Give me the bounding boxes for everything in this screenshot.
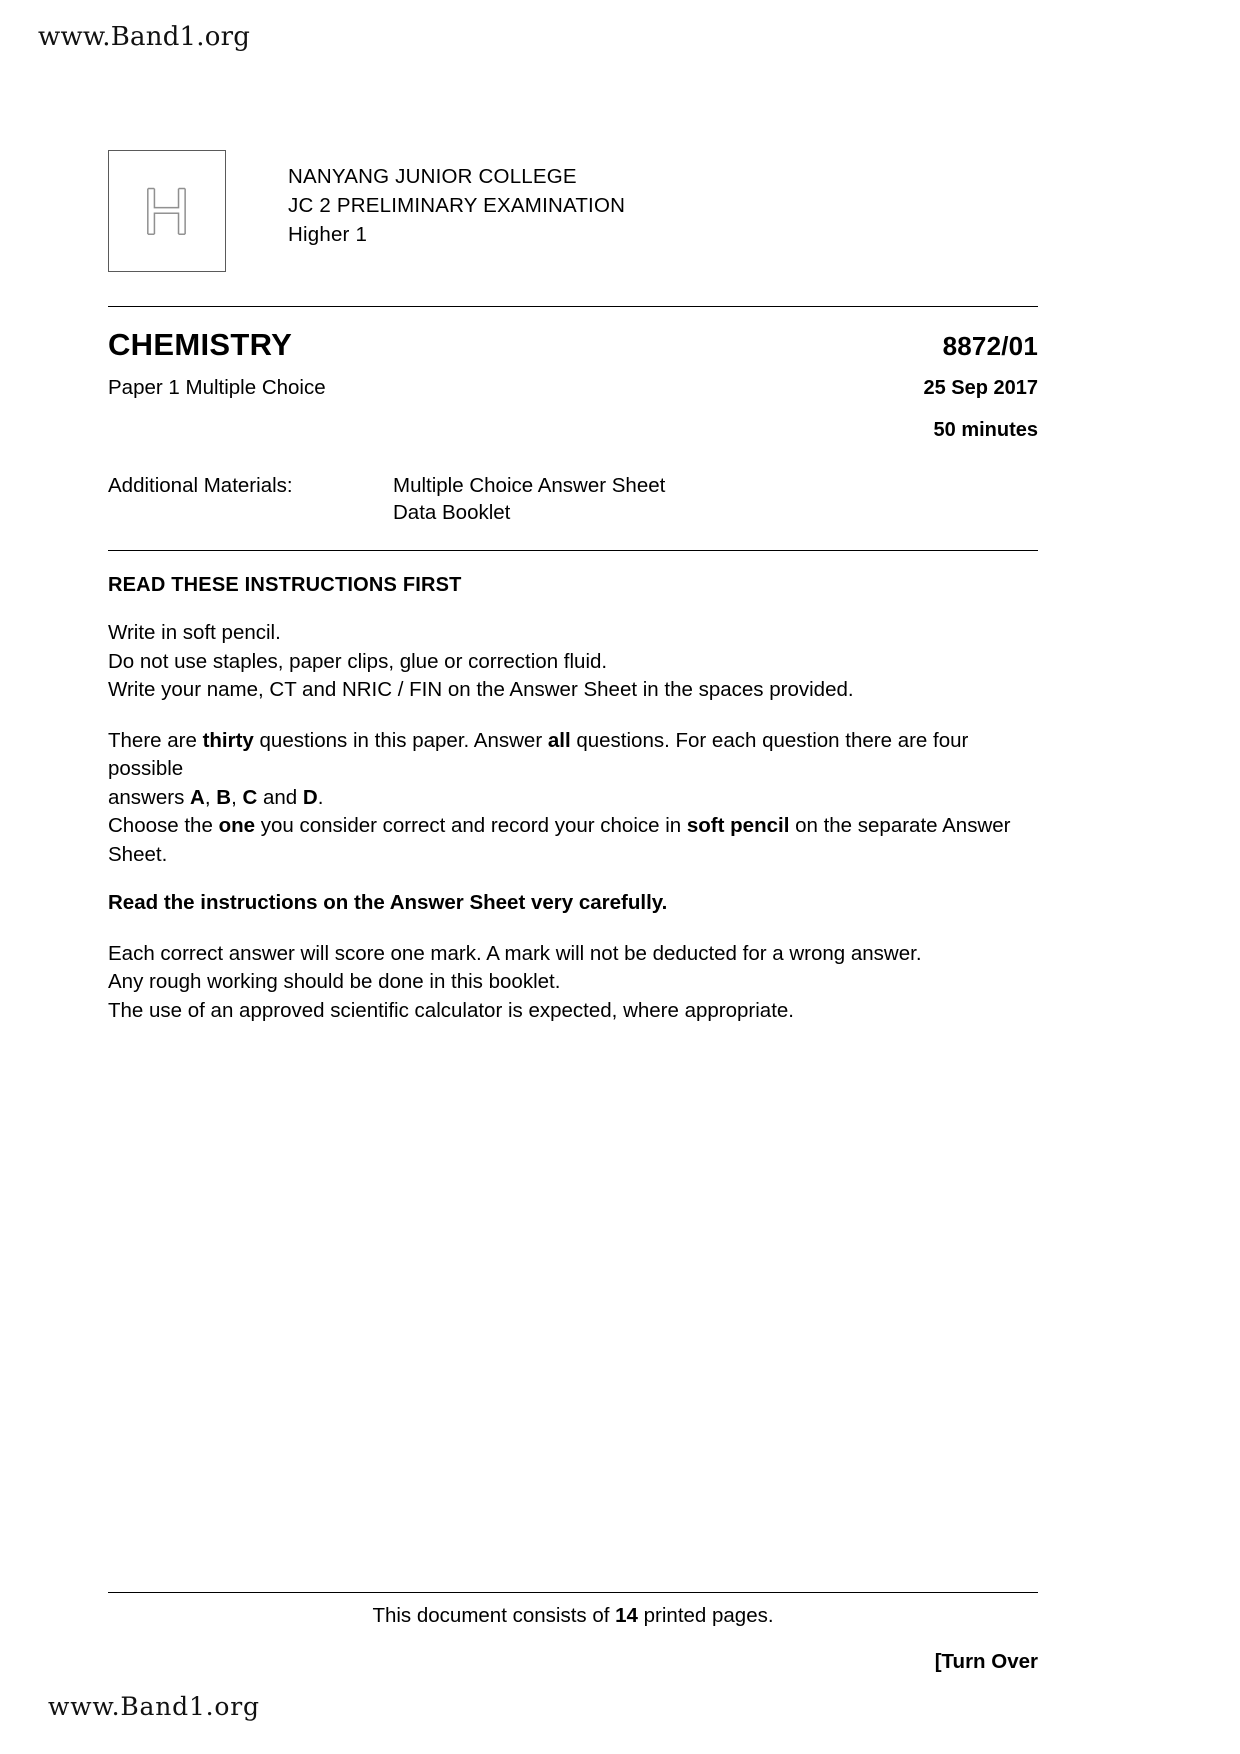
text-fragment: , [231,785,243,809]
exam-level: Higher 1 [288,223,368,246]
instruction-line: Do not use staples, paper clips, glue or correction fluid. [108,649,608,673]
material-item: Data Booklet [393,501,511,524]
instruction-line [108,727,1038,784]
divider-footer [108,1592,1038,1593]
instruction-line: Write your name, CT and NRIC / FIN on the Answer Sheet in the spaces provided. [108,678,854,701]
text-fragment: questions. For each question there are four possible [108,728,969,780]
text-bold: all [547,728,571,752]
instruction-line: The use of an approved scientific calculator is expected, where appropriate. [108,998,794,1022]
text-fragment: There are [108,728,203,752]
instructions-block-4 [108,940,1038,1026]
text-fragment: This document consists of [372,1604,616,1627]
option-d: D [302,785,318,809]
instructions-block-3 [108,889,1038,918]
text-fragment: . [317,785,324,809]
paper-code: 8872/01 [942,331,1038,361]
turn-over-note: [Turn Over [934,1650,1038,1673]
text-fragment: printed pages. [637,1604,774,1627]
text-fragment: you consider correct and record your choice in [255,814,687,837]
page-title: CHEMISTRY [108,327,293,362]
school-name: NANYANG JUNIOR COLLEGE [288,165,577,188]
materials-list [393,472,665,526]
instructions-block-2 [108,727,1038,870]
divider-top [108,306,1038,307]
additional-materials [108,472,1038,526]
instruction-line [108,784,1038,813]
duration-row [108,419,1038,442]
text-bold: thirty [202,728,254,752]
divider-instructions [108,550,1038,551]
subject-row [108,327,1038,363]
option-a: A [190,785,205,809]
page-count: 14 [615,1604,638,1627]
option-c: C [242,785,258,809]
exam-name: JC 2 PRELIMINARY EXAMINATION [288,194,626,217]
text-fragment: answers [108,785,191,809]
document-pages-note [108,1604,1038,1628]
text-fragment: Choose the [108,814,219,837]
paper-row [108,376,1038,400]
school-identity [288,150,625,249]
text-bold: soft pencil [686,814,790,837]
text-bold: one [218,814,256,837]
text-fragment: questions in this paper. Answer [253,728,548,752]
instruction-line: Each correct answer will score one mark. A mark will not be deducted for a wrong answer. [108,941,922,965]
college-logo [108,150,226,272]
header-block [108,150,1038,272]
text-fragment: and [257,785,303,809]
instruction-line: Any rough working should be done in this booklet. [108,970,561,993]
materials-label: Additional Materials: [108,474,293,497]
watermark-top: www.Band1.org [38,22,251,52]
option-b: B [216,785,232,809]
logo-letter-h: H [142,174,192,248]
instruction-line: Write in soft pencil. [108,621,281,644]
instructions-title: READ THESE INSTRUCTIONS FIRST [108,574,462,596]
text-fragment: , [204,785,217,809]
document-content [108,150,1038,1025]
watermark-bottom: www.Band1.org [48,1692,260,1721]
answer-sheet-warning: Read the instructions on the Answer Sheet very carefully. [108,891,668,914]
paper-label: Paper 1 Multiple Choice [108,376,326,399]
text-fragment: on the separate Answer Sheet. [108,814,1011,866]
exam-duration: 50 minutes [933,419,1038,441]
instructions-block-1 [108,619,1038,705]
instruction-line [108,812,1038,869]
material-item: Multiple Choice Answer Sheet [393,474,666,497]
exam-date: 25 Sep 2017 [923,377,1038,399]
